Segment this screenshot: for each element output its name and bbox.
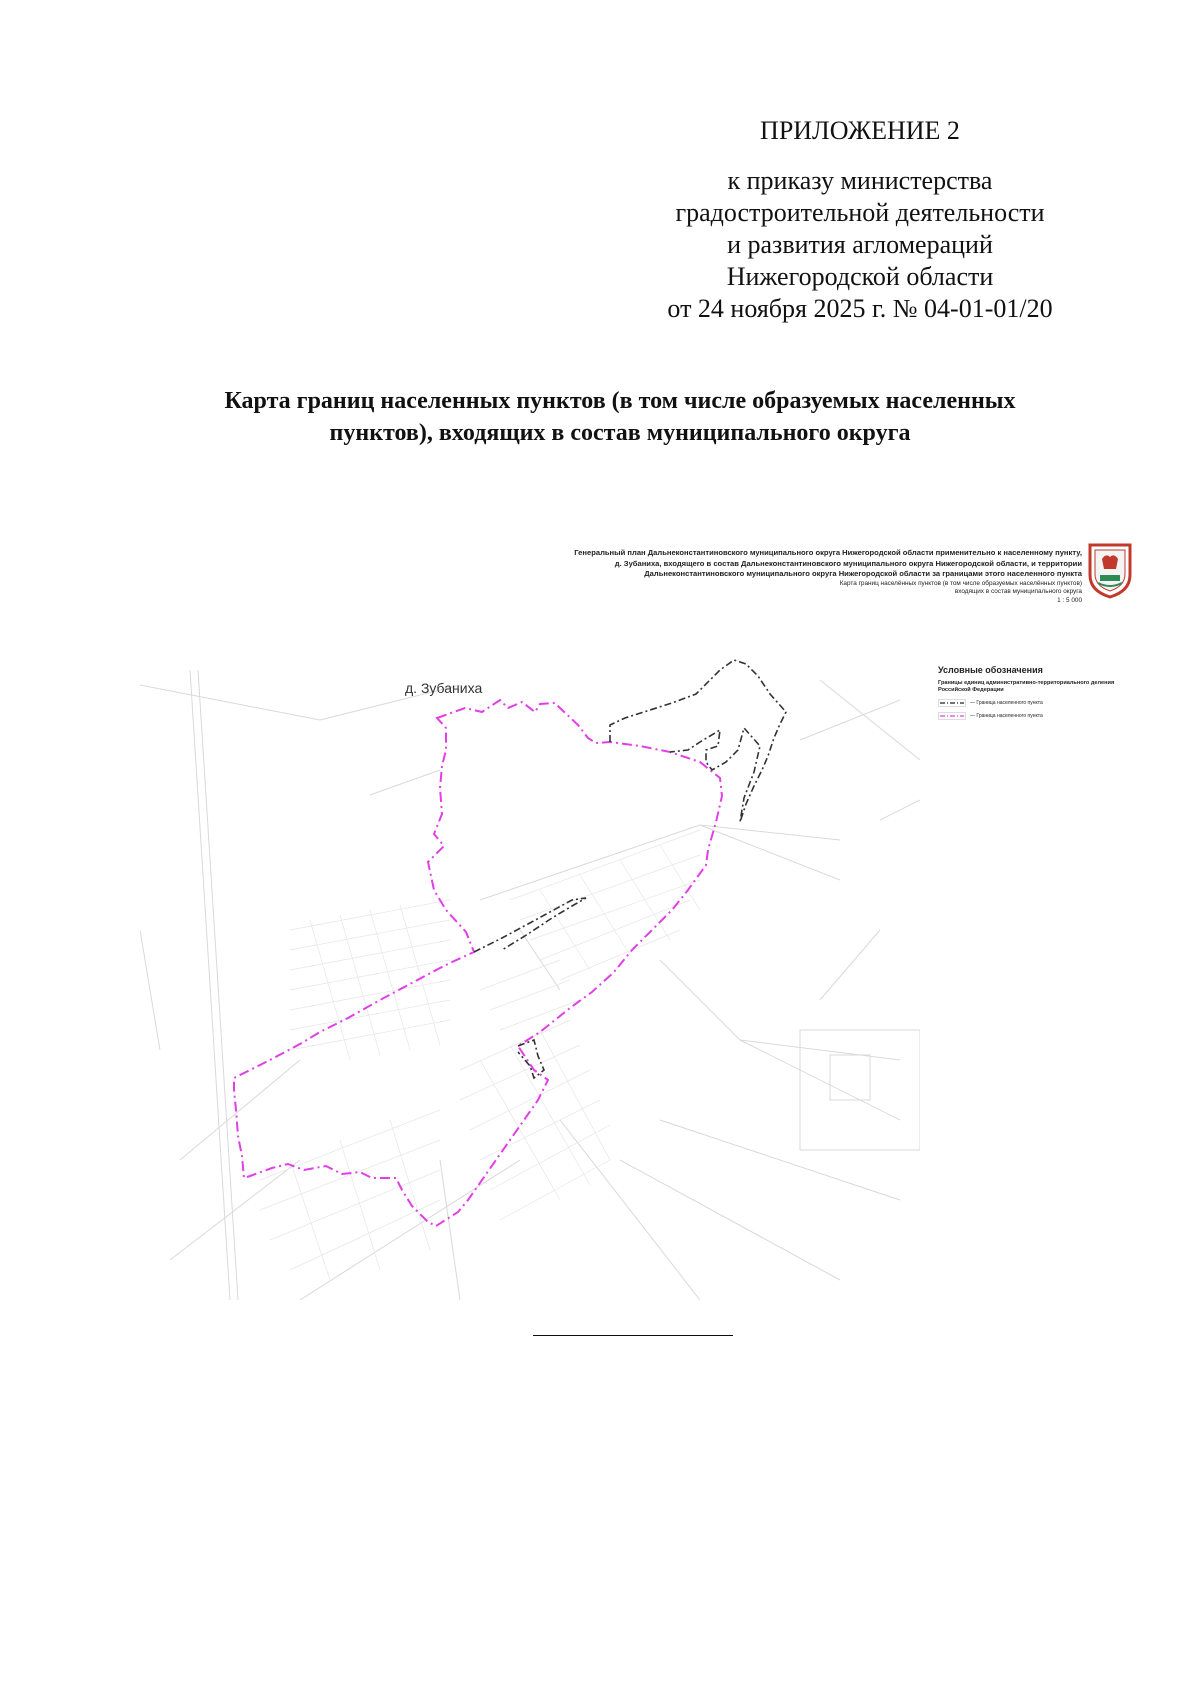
map-scale: 1 : 5 000: [1057, 596, 1082, 604]
legend-title: Условные обозначения: [938, 665, 1043, 675]
map-legend: [938, 665, 1148, 720]
coat-of-arms-emblem: [1086, 539, 1134, 599]
appendix-title: ПРИЛОЖЕНИЕ 2: [760, 116, 960, 145]
settlement-boundary-dark: [474, 660, 786, 1078]
parcel-grid: [260, 830, 700, 1280]
appendix-line: от 24 ноября 2025 г. № 04-01-01/20: [667, 294, 1053, 323]
appendix-line: градостроительной деятельности: [675, 198, 1045, 227]
background-linework: [140, 670, 920, 1300]
map-header-line: Генеральный план Дальнеконстантиновского муниципального округа Нижегородской области применительно к населенному пункту,: [574, 548, 1082, 557]
settlement-boundary-map: [140, 600, 920, 1300]
appendix-line: и развития агломераций: [727, 230, 993, 259]
legend-item: [938, 699, 1148, 707]
legend-subtitle: Границы единиц административно-территориального деления Российской Федерации: [938, 680, 1115, 693]
document-title: [140, 385, 1100, 449]
place-label: д. Зубаниха: [405, 680, 483, 696]
legend-swatch-icon: [938, 699, 966, 707]
map-header: [380, 548, 1082, 605]
appendix-line: к приказу министерства: [727, 166, 993, 195]
legend-item-label: — Граница населенного пункта: [970, 700, 1043, 706]
map-header-subline: входящих в состав муниципального округа: [954, 588, 1082, 595]
settlement-boundary-magenta: [234, 700, 722, 1226]
legend-swatch-icon: [938, 712, 966, 720]
map-header-line: д. Зубаниха, входящего в состав Дальнеконстантиновского муниципального округа Нижегородской области, и территории: [614, 558, 1082, 568]
appendix-lines: [640, 165, 1080, 325]
document-title-line: пунктов), входящих в состав муниципального округа: [329, 420, 911, 446]
appendix-line: Нижегородской области: [726, 262, 994, 291]
map-header-line: Дальнеконстантиновского муниципального округа Нижегородской области за границами этого населенного пункта: [644, 569, 1082, 578]
legend-item: [938, 712, 1148, 720]
legend-item-label: — Граница населенного пункта: [970, 713, 1043, 719]
separator-line: [533, 1335, 733, 1336]
map-header-subline: Карта границ населённых пунктов (в том числе образуемых населённых пунктов): [839, 579, 1082, 587]
document-title-line: Карта границ населенных пунктов (в том числе образуемых населенных: [224, 388, 1016, 414]
